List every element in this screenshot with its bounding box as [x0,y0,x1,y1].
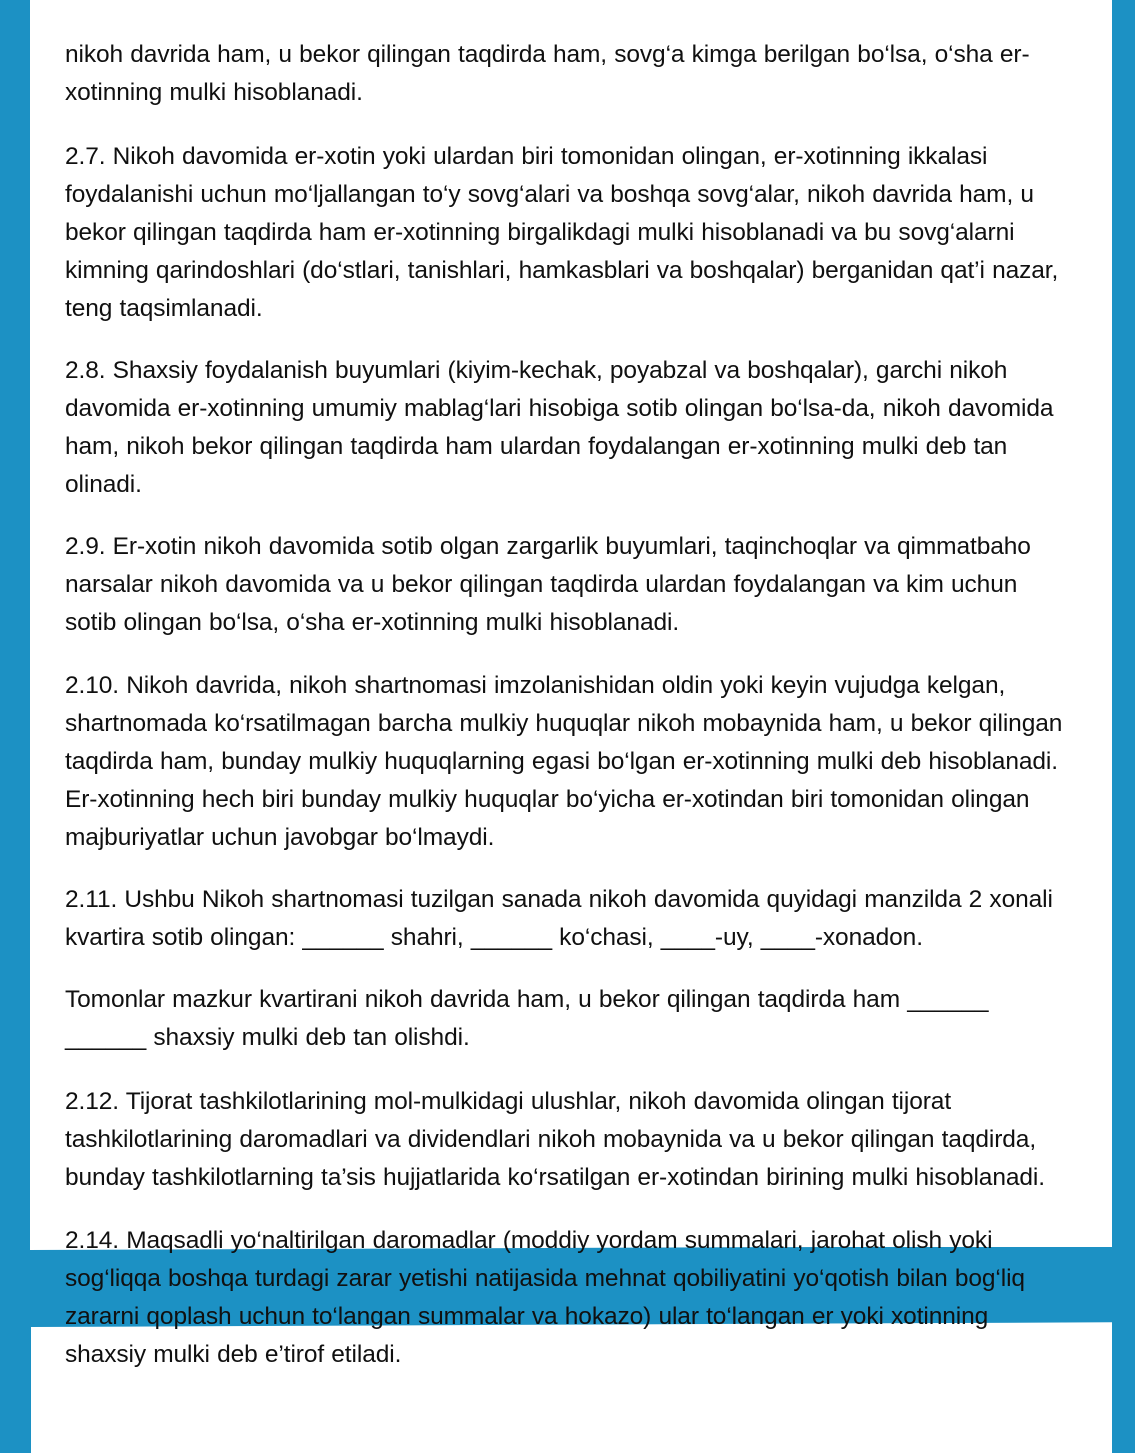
paragraph-2-10: 2.10. Nikoh davrida, nikoh shartnomasi imzolanishidan oldin yoki keyin vujudga kelgan, shartnomada ko‘rsatilmagan barcha mulkiy huquqlar nikoh mobaynida ham, u bekor qilingan taqdirda ham, bunday mulkiy huquqlarning egasi bo‘lgan er-xotinning mulki deb hisoblanadi. Er-xotinning hech biri bunday mulkiy huquqlar bo‘yicha er-xotindan biri tomonidan olingan majburiyatlar uchun javobgar bo‘lmaydi. [65,672,1063,851]
paragraph-2-9: 2.9. Er-xotin nikoh davomida sotib olgan zargarlik buyumlari, taqinchoqlar va qimmatbaho narsalar nikoh davomida va u bekor qilingan taqdirda ulardan foydalangan va kim uchun sotib olingan bo‘lsa, o‘sha er-xotinning mulki hisoblanadi. [65,533,1031,636]
paragraph-2-11: 2.11. Ushbu Nikoh shartnomasi tuzilgan sanada nikoh davomida quyidagi manzilda 2 xonali kvartira sotib olingan: ______ shahri, ______ ko‘chasi, ____-uy, ____-xonadon. [65,886,1053,951]
page-one-text-column [65,36,1070,1374]
paragraph-2-8: 2.8. Shaxsiy foydalanish buyumlari (kiyim-kechak, poyabzal va boshqalar), garchi nikoh davomida er-xotinning umumiy mablag‘lari hisobiga sotib olingan bo‘lsa-da, nikoh davomida ham, nikoh bekor qilingan taqdirda ham ulardan foydalangan er-xotinning mulki deb tan olinadi. [65,357,1054,498]
paragraph-continuation: nikoh davrida ham, u bekor qilingan taqdirda ham, sovg‘a kimga berilgan bo‘lsa, o‘sha er-xotinning mulki hisoblanadi. [65,41,1030,106]
paragraph-2-12: 2.12. Tijorat tashkilotlarining mol-mulkidagi ulushlar, nikoh davomida olingan tijorat tashkilotlarining daromadlari va dividendlari nikoh mobaynida va u bekor qilingan taqdirda, bunday tashkilotlarning ta’sis hujjatlarida ko‘rsatilgan er-xotindan birining mulki hisoblanadi. [65,1088,1045,1191]
paragraph-2-7: 2.7. Nikoh davomida er-xotin yoki ulardan biri tomonidan olingan, er-xotinning ikkalasi foydalanishi uchun mo‘ljallangan to‘y sovg‘alari va boshqa sovg‘alar, nikoh davrida ham, u bekor qilingan taqdirda ham er-xotinning birgalikdagi mulki hisoblanadi va bu sovg‘alarni kimning qarindoshlari (do‘stlari, tanishlari, hamkasblari va boshqalar) berganidan qat’i nazar, teng taqsimlanadi. [65,143,1059,322]
paragraph-2-14: 2.14. Maqsadli yo‘naltirilgan daromadlar (moddiy yordam summalari, jarohat olish yoki sog‘liqqa boshqa turdagi zarar yetishi natijasida mehnat qobiliyatini yo‘qotish bilan bog‘liq zararni qoplash uchun to‘langan summalar va hokazo) ular to‘langan er yoki xotinning shaxsiy mulki deb e’tirof etiladi. [65,1227,1025,1368]
paragraph-tomonlar: Tomonlar mazkur kvartirani nikoh davrida ham, u bekor qilingan taqdirda ham ______ ______ shaxsiy mulki deb tan olishdi. [65,986,989,1051]
